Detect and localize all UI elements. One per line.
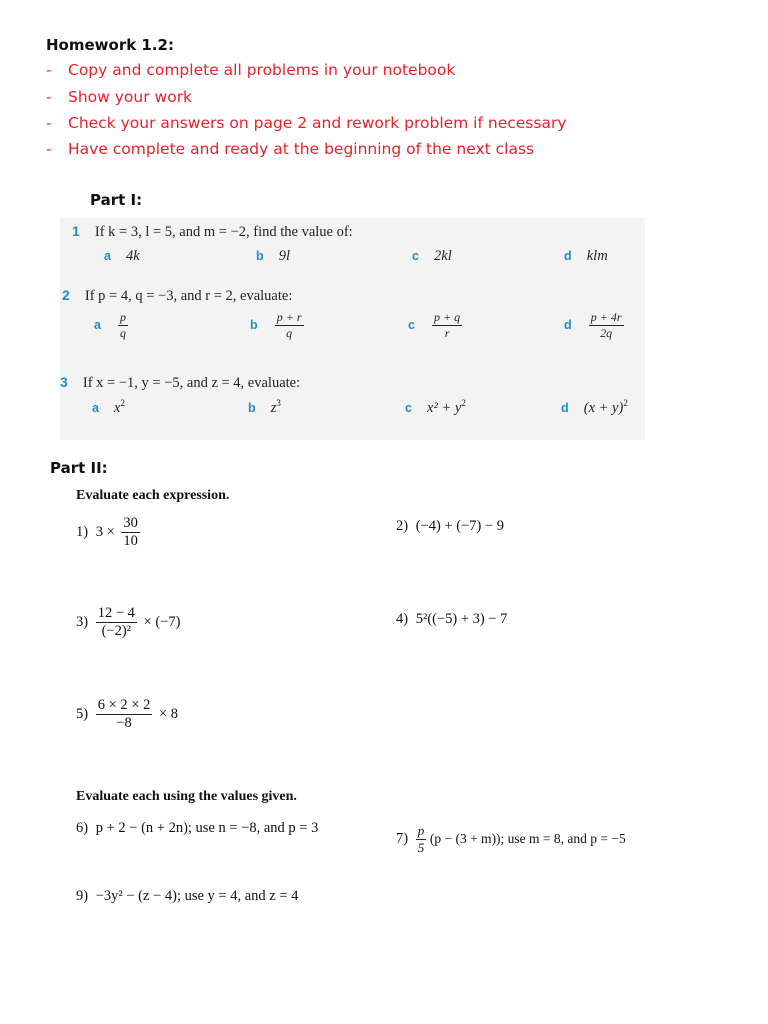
problem-expression: (−4) + (−7) − 9 [415,518,504,534]
item-label: a [104,249,111,263]
expr-exponent: 3 [276,398,281,409]
item-expression [271,400,281,416]
question-prompt: If x = −1, y = −5, and z = 4, evaluate: [82,375,301,391]
item-label: b [256,249,264,263]
item-expression: klm [586,248,608,264]
fraction-numerator: p + r [276,310,302,324]
expr-base: x² + y [427,400,462,416]
item-expression [427,400,466,416]
problem-3 [76,606,180,639]
bullet-dash: - [46,140,52,158]
fraction-numerator: p + 4r [590,310,622,324]
part2-title: Part II: [50,459,108,477]
problem-number: 4) [396,611,409,627]
problem-suffix: × 8 [158,706,179,723]
q2-item-d [564,311,624,339]
q3-item-b [248,397,281,417]
instruction-text: Show your work [68,88,193,106]
homework-title: Homework 1.2: [46,36,174,54]
fraction-numerator: p [417,823,425,838]
problem-fraction [416,824,427,854]
fraction-denominator: r [444,325,450,340]
fraction-denominator: q [286,325,293,340]
instruction-text: Check your answers on page 2 and rework problem if necessary [68,114,567,132]
question-2 [62,285,292,305]
problem-6 [76,820,318,837]
fraction-numerator: 6 × 2 × 2 [96,698,153,715]
section-heading: Evaluate each using the values given. [76,789,297,804]
problem-4 [396,611,507,628]
item-expression [584,400,628,416]
fraction-denominator: q [120,325,127,340]
fraction-denominator: 10 [123,533,138,550]
problem-9 [76,888,298,905]
problem-number: 2) [396,518,409,534]
item-label: d [561,401,569,415]
problem-number: 7) [396,830,409,847]
item-label: a [92,401,99,415]
part1-title: Part I: [90,191,143,209]
item-fraction [118,311,128,339]
item-expression [114,400,125,416]
problem-number: 9) [76,888,89,904]
item-fraction [432,311,462,339]
item-fraction [589,311,624,339]
question-number: 2 [62,287,70,303]
question-prompt: If p = 4, q = −3, and r = 2, evaluate: [84,288,293,304]
item-label: c [408,318,415,333]
q1-item-d [564,245,608,265]
fraction-denominator: 5 [417,839,425,855]
bullet-dash: - [46,88,52,106]
q2-item-a [94,311,128,339]
expr-exponent: 2 [623,398,628,409]
problem-number: 3) [76,614,89,631]
fraction-numerator: 30 [121,516,140,533]
problem-fraction [121,516,140,549]
part1-background [60,218,645,440]
problem-expression: −3y² − (z − 4); use y = 4, and z = 4 [95,888,299,904]
item-label: c [405,401,412,415]
expr-base: z [270,400,277,416]
q3-item-d [561,397,628,417]
item-label: c [412,249,419,263]
problem-expression: (p − (3 + m)); use m = 8, and p = −5 [429,831,626,847]
question-1 [72,221,353,241]
bullet-dash: - [46,61,52,79]
fraction-numerator: p [120,310,127,324]
question-number: 1 [72,223,80,239]
expr-exponent: 2 [120,398,125,409]
problem-2 [396,518,504,535]
expr-exponent: 2 [461,398,466,409]
expr-base: (x + y) [583,400,624,416]
instruction-item [46,114,567,132]
problem-expression: 5²((−5) + 3) − 7 [415,611,508,627]
expr-base: x [114,400,121,416]
item-fraction [275,311,304,339]
fraction-denominator: 2q [600,325,613,340]
fraction-denominator: −8 [116,715,132,732]
item-label: d [564,249,572,263]
item-label: d [564,318,572,333]
problem-number: 5) [76,706,89,723]
item-expression: 4k [126,248,140,264]
problem-7 [396,824,626,854]
item-label: a [94,318,101,333]
problem-prefix: 3 × [95,524,115,541]
problem-suffix: × (−7) [143,614,181,631]
instruction-item [46,140,534,158]
section-heading: Evaluate each expression. [76,488,230,503]
q2-item-b [250,311,304,339]
problem-expression: p + 2 − (n + 2n); use n = −8, and p = 3 [95,820,319,836]
q1-item-b [256,245,290,265]
q1-item-c [412,245,452,265]
instruction-text: Have complete and ready at the beginning of the next class [68,140,535,158]
problem-5 [76,698,178,731]
q2-item-c [408,311,462,339]
item-label: b [250,318,258,333]
instruction-text: Copy and complete all problems in your notebook [68,61,456,79]
fraction-denominator: (−2)² [101,623,132,640]
fraction-numerator: 12 − 4 [96,606,137,623]
problem-fraction [96,698,153,731]
fraction-numerator: p + q [434,310,461,324]
question-number: 3 [60,374,68,390]
item-expression: 9l [278,248,291,264]
question-prompt: If k = 3, l = 5, and m = −2, find the value of: [94,224,353,240]
problem-fraction [96,606,137,639]
instruction-item [46,88,192,106]
question-3 [60,372,300,392]
problem-1 [76,516,140,549]
q1-item-a [104,245,140,265]
item-expression: 2kl [434,248,452,264]
bullet-dash: - [46,114,52,132]
item-label: b [248,401,256,415]
problem-number: 1) [76,524,89,541]
problem-number: 6) [76,820,89,836]
q3-item-a [92,397,125,417]
instruction-item [46,61,455,79]
q3-item-c [405,397,466,417]
